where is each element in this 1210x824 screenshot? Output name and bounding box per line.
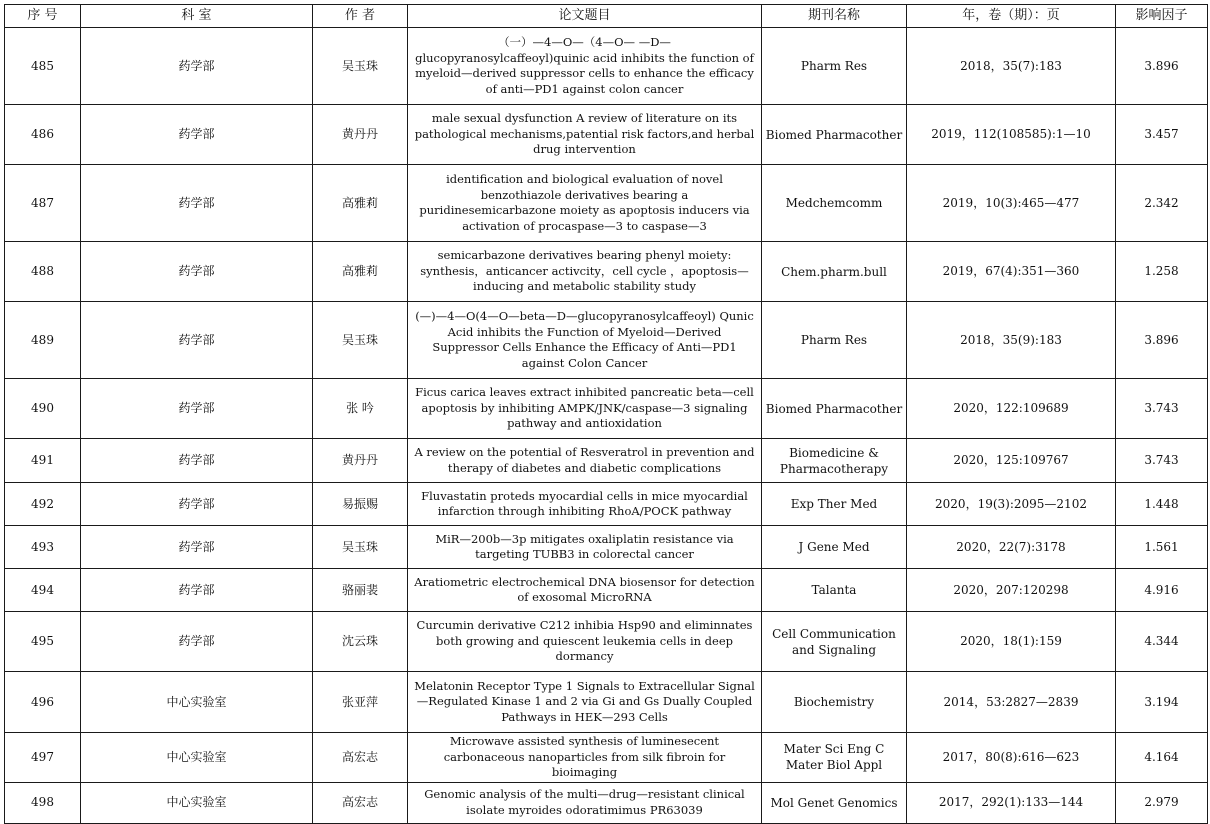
table-row <box>5 612 1208 672</box>
cell-journal: Mater Sci Eng C Mater Biol Appl <box>762 733 907 783</box>
table-row <box>5 782 1208 823</box>
cell-author: 吴玉珠 <box>313 526 408 569</box>
cell-impact-factor: 1.448 <box>1116 483 1208 526</box>
cell-department: 药学部 <box>81 439 313 483</box>
cell-author: 吴玉珠 <box>313 28 408 105</box>
table-row <box>5 105 1208 165</box>
cell-seq: 489 <box>5 302 81 379</box>
cell-journal: Medchemcomm <box>762 165 907 242</box>
cell-department: 药学部 <box>81 28 313 105</box>
cell-citation: 2017，80(8):616—623 <box>907 733 1116 783</box>
cell-seq: 492 <box>5 483 81 526</box>
cell-seq: 485 <box>5 28 81 105</box>
cell-seq: 495 <box>5 612 81 672</box>
cell-impact-factor: 3.194 <box>1116 672 1208 733</box>
cell-seq: 494 <box>5 569 81 612</box>
cell-seq: 497 <box>5 733 81 783</box>
cell-author: 黄丹丹 <box>313 105 408 165</box>
cell-title: Melatonin Receptor Type 1 Signals to Extracellular Signal—Regulated Kinase 1 and 2 via Gi and Gs Dually Coupled Pathways in HEK—293 Cells <box>408 672 762 733</box>
cell-title: A review on the potential of Resveratrol in prevention and therapy of diabetes and diabetic complications <box>408 439 762 483</box>
header-journal: 期刊名称 <box>762 5 907 28</box>
cell-journal: Talanta <box>762 569 907 612</box>
cell-citation: 2018，35(9):183 <box>907 302 1116 379</box>
cell-department: 中心实验室 <box>81 733 313 783</box>
cell-department: 药学部 <box>81 165 313 242</box>
cell-journal: Mol Genet Genomics <box>762 782 907 823</box>
cell-author: 高雅莉 <box>313 242 408 302</box>
cell-impact-factor: 1.561 <box>1116 526 1208 569</box>
header-row <box>5 5 1208 28</box>
cell-author: 张亚萍 <box>313 672 408 733</box>
table-row <box>5 28 1208 105</box>
cell-author: 易振赐 <box>313 483 408 526</box>
cell-author: 吴玉珠 <box>313 302 408 379</box>
cell-journal: Pharm Res <box>762 28 907 105</box>
cell-citation: 2019，10(3):465—477 <box>907 165 1116 242</box>
cell-impact-factor: 4.916 <box>1116 569 1208 612</box>
cell-title: MiR—200b—3p mitigates oxaliplatin resistance via targeting TUBB3 in colorectal cancer <box>408 526 762 569</box>
cell-impact-factor: 1.258 <box>1116 242 1208 302</box>
cell-journal: Biomedicine & Pharmacotherapy <box>762 439 907 483</box>
cell-title: （一）—4—O—（4—O— —D—glucopyranosylcaffeoyl)quinic acid inhibits the function of myeloid—derived suppressor cells to enhance the efficacy of anti—PD1 against colon cancer <box>408 28 762 105</box>
table-row <box>5 672 1208 733</box>
table-row <box>5 242 1208 302</box>
cell-department: 药学部 <box>81 526 313 569</box>
cell-department: 中心实验室 <box>81 782 313 823</box>
cell-department: 药学部 <box>81 483 313 526</box>
cell-impact-factor: 3.743 <box>1116 439 1208 483</box>
cell-seq: 486 <box>5 105 81 165</box>
cell-title: Aratiometric electrochemical DNA biosensor for detection of exosomal MicroRNA <box>408 569 762 612</box>
cell-department: 中心实验室 <box>81 672 313 733</box>
cell-author: 高宏志 <box>313 733 408 783</box>
cell-title: Fluvastatin proteds myocardial cells in mice myocardial infarction through inhibiting RhoA/POCK pathway <box>408 483 762 526</box>
cell-title: Genomic analysis of the multi—drug—resistant clinical isolate myroides odoratimimus PR63039 <box>408 782 762 823</box>
table-row <box>5 733 1208 783</box>
table-row <box>5 165 1208 242</box>
cell-citation: 2020，22(7):3178 <box>907 526 1116 569</box>
cell-author: 高宏志 <box>313 782 408 823</box>
header-citation: 年，卷（期）：页 <box>907 5 1116 28</box>
cell-journal: Chem.pharm.bull <box>762 242 907 302</box>
cell-title: Microwave assisted synthesis of luminesecent carbonaceous nanoparticles from silk fibroin for bioimaging <box>408 733 762 783</box>
cell-journal: J Gene Med <box>762 526 907 569</box>
cell-author: 张 吟 <box>313 379 408 439</box>
cell-impact-factor: 2.979 <box>1116 782 1208 823</box>
cell-seq: 493 <box>5 526 81 569</box>
cell-journal: Biochemistry <box>762 672 907 733</box>
table-row <box>5 526 1208 569</box>
header-department: 科 室 <box>81 5 313 28</box>
header-title: 论文题目 <box>408 5 762 28</box>
table-row <box>5 379 1208 439</box>
cell-seq: 491 <box>5 439 81 483</box>
header-author: 作 者 <box>313 5 408 28</box>
cell-impact-factor: 3.743 <box>1116 379 1208 439</box>
cell-journal: Biomed Pharmacother <box>762 105 907 165</box>
cell-journal: Exp Ther Med <box>762 483 907 526</box>
cell-journal: Pharm Res <box>762 302 907 379</box>
cell-impact-factor: 4.344 <box>1116 612 1208 672</box>
cell-citation: 2019，112(108585):1—10 <box>907 105 1116 165</box>
cell-seq: 496 <box>5 672 81 733</box>
cell-citation: 2017，292(1):133—144 <box>907 782 1116 823</box>
cell-impact-factor: 4.164 <box>1116 733 1208 783</box>
cell-citation: 2020，207:120298 <box>907 569 1116 612</box>
cell-title: Ficus carica leaves extract inhibited pancreatic beta—cell apoptosis by inhibiting AMPK/JNK/caspase—3 signaling pathway and antioxidation <box>408 379 762 439</box>
cell-department: 药学部 <box>81 379 313 439</box>
header-impact-factor: 影响因子 <box>1116 5 1208 28</box>
cell-seq: 487 <box>5 165 81 242</box>
cell-author: 高雅莉 <box>313 165 408 242</box>
cell-author: 沈云珠 <box>313 612 408 672</box>
cell-seq: 490 <box>5 379 81 439</box>
cell-impact-factor: 3.896 <box>1116 28 1208 105</box>
cell-author: 骆丽裴 <box>313 569 408 612</box>
cell-impact-factor: 3.896 <box>1116 302 1208 379</box>
table-row <box>5 569 1208 612</box>
cell-citation: 2020，19(3):2095—2102 <box>907 483 1116 526</box>
cell-impact-factor: 2.342 <box>1116 165 1208 242</box>
table-row <box>5 439 1208 483</box>
cell-citation: 2020，122:109689 <box>907 379 1116 439</box>
cell-journal: Cell Communication and Signaling <box>762 612 907 672</box>
cell-title: semicarbazone derivatives bearing phenyl moiety: synthesis，anticancer activcity，cell cycle ，apoptosis—inducing and metabolic stability study <box>408 242 762 302</box>
cell-impact-factor: 3.457 <box>1116 105 1208 165</box>
cell-title: male sexual dysfunction A review of literature on its pathological mechanisms,patential risk factors,and herbal drug intervention <box>408 105 762 165</box>
cell-department: 药学部 <box>81 612 313 672</box>
cell-seq: 488 <box>5 242 81 302</box>
cell-citation: 2020，125:109767 <box>907 439 1116 483</box>
cell-title: identification and biological evaluation of novel benzothiazole derivatives bearing a puridinesemicarbazone moiety as apoptosis inducers via activation of procaspase—3 to caspase—3 <box>408 165 762 242</box>
cell-department: 药学部 <box>81 302 313 379</box>
cell-citation: 2014，53:2827—2839 <box>907 672 1116 733</box>
cell-author: 黄丹丹 <box>313 439 408 483</box>
header-seq: 序 号 <box>5 5 81 28</box>
cell-journal: Biomed Pharmacother <box>762 379 907 439</box>
cell-department: 药学部 <box>81 105 313 165</box>
cell-title: Curcumin derivative C212 inhibia Hsp90 and eliminnates both growing and quiescent leukemia cells in deep dormancy <box>408 612 762 672</box>
publication-table <box>4 4 1208 824</box>
table-row <box>5 483 1208 526</box>
cell-seq: 498 <box>5 782 81 823</box>
cell-citation: 2019，67(4):351—360 <box>907 242 1116 302</box>
cell-citation: 2018，35(7):183 <box>907 28 1116 105</box>
cell-title: (—)—4—O(4—O—beta—D—glucopyranosylcaffeoyl) Qunic Acid inhibits the Function of Myeloid—Derived Suppressor Cells Enhance the Efficacy of Anti—PD1 against Colon Cancer <box>408 302 762 379</box>
cell-citation: 2020，18(1):159 <box>907 612 1116 672</box>
cell-department: 药学部 <box>81 242 313 302</box>
cell-department: 药学部 <box>81 569 313 612</box>
table-row <box>5 302 1208 379</box>
